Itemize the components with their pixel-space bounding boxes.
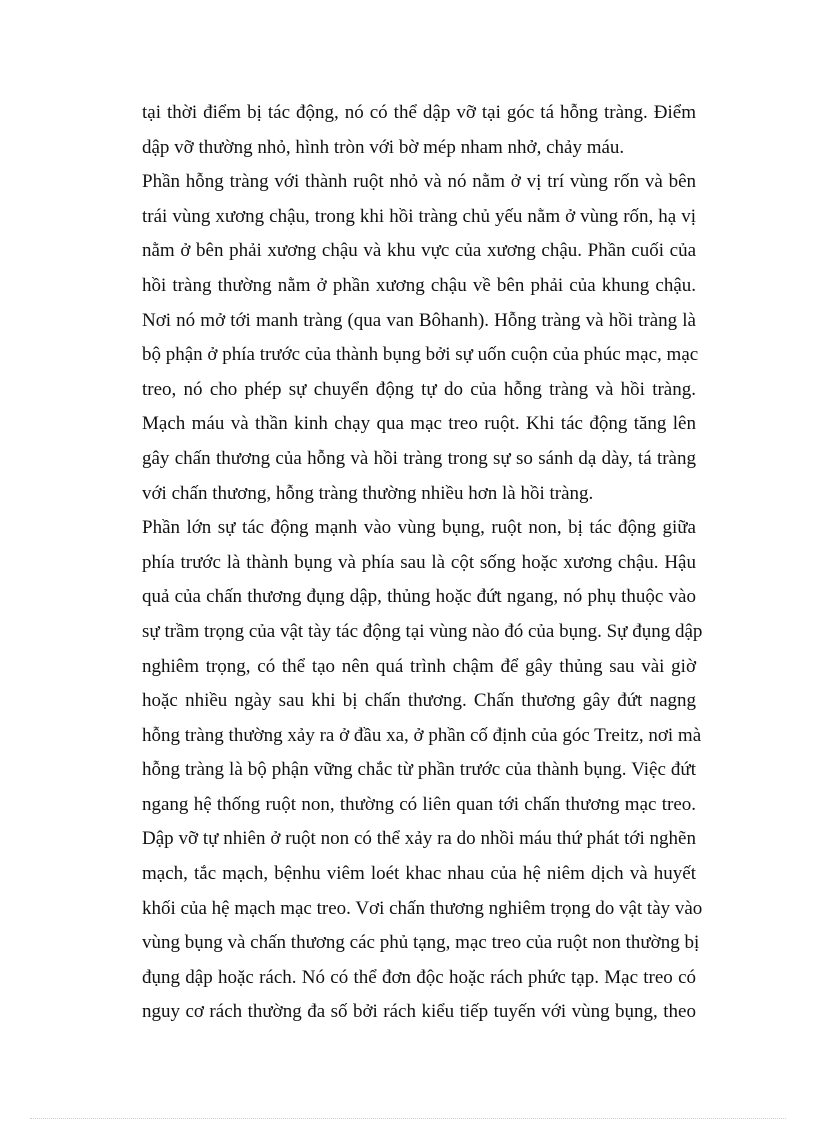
text-line: với chấn thương, hỗng tràng thường nhiều hơn là hồi tràng.	[142, 482, 594, 504]
paragraph	[142, 96, 696, 165]
text-line: phía trước là thành bụng và phía sau là cột sống hoặc xương chậu. Hậu	[142, 551, 696, 573]
text-line: bộ phận ở phía trước của thành bụng bởi sự uốn cuộn của phúc mạc, mạc	[142, 344, 699, 366]
text-line: Nơi nó mở tới manh tràng (qua van Bôhanh). Hỗng tràng và hồi tràng là	[142, 309, 696, 331]
text-line: đụng dập hoặc rách. Nó có thể đơn độc hoặc rách phức tạp. Mạc treo có	[142, 966, 696, 988]
text-line: quả của chấn thương đụng dập, thủng hoặc đứt ngang, nó phụ thuộc vào	[142, 586, 696, 608]
text-line: hỗng tràng thường xảy ra ở đầu xa, ở phần cố định của góc Treitz, nơi mà	[142, 724, 702, 746]
text-line: hồi tràng thường nằm ở phần xương chậu về bên phải của khung chậu.	[142, 274, 696, 296]
text-line: dập vỡ thường nhỏ, hình tròn với bờ mép nham nhở, chảy máu.	[142, 136, 625, 158]
text-line: gây chấn thương của hỗng và hồi tràng trong sự so sánh dạ dày, tá tràng	[142, 447, 696, 469]
body-text	[142, 96, 703, 1030]
text-line: vùng bụng và chấn thương các phủ tạng, mạc treo của ruột non thường bị	[142, 932, 700, 954]
text-line: hoặc nhiều ngày sau khi bị chấn thương. Chấn thương gây đứt nagng	[142, 690, 696, 712]
paragraph	[142, 511, 703, 1030]
text-line: ngang hệ thống ruột non, thường có liên quan tới chấn thương mạc treo.	[142, 793, 696, 815]
text-line: khối của hệ mạch mạc treo. Vơi chấn thương nghiêm trọng do vật tày vào	[142, 897, 703, 919]
paragraph	[142, 165, 699, 511]
text-line: Phần hỗng tràng với thành ruột nhỏ và nó nằm ở vị trí vùng rốn và bên	[142, 171, 696, 193]
text-line: Phần lớn sự tác động mạnh vào vùng bụng, ruột non, bị tác động giữa	[142, 517, 696, 539]
text-line: Mạch máu và thần kinh chạy qua mạc treo ruột. Khi tác động tăng lên	[142, 413, 696, 435]
text-line: nguy cơ rách thường đa số bởi rách kiểu tiếp tuyến với vùng bụng, theo	[142, 1001, 696, 1023]
page-bottom-divider	[30, 1118, 786, 1119]
text-line: mạch, tắc mạch, bệnhu viêm loét khac nhau của hệ niêm dịch và huyết	[142, 863, 696, 885]
text-line: trái vùng xương chậu, trong khi hồi tràng chủ yếu nằm ở vùng rốn, hạ vị	[142, 205, 696, 227]
text-line: tại thời điểm bị tác động, nó có thể dập vỡ tại góc tá hỗng tràng. Điểm	[142, 102, 696, 123]
text-line: nằm ở bên phải xương chậu và khu vực của xương chậu. Phần cuối của	[142, 240, 696, 262]
text-line: treo, nó cho phép sự chuyển động tự do của hỗng tràng và hồi tràng.	[142, 378, 696, 400]
text-line: hỗng tràng là bộ phận vững chắc từ phần trước của thành bụng. Việc đứt	[142, 759, 696, 781]
text-line: nghiêm trọng, có thể tạo nên quá trình chậm để gây thủng sau vài giờ	[142, 655, 696, 677]
text-line: sự trầm trọng của vật tày tác động tại vùng nào đó của bụng. Sự đụng dập	[142, 620, 703, 642]
text-line: Dập vỡ tự nhiên ở ruột non có thể xảy ra do nhồi máu thứ phát tới nghẽn	[142, 828, 696, 850]
